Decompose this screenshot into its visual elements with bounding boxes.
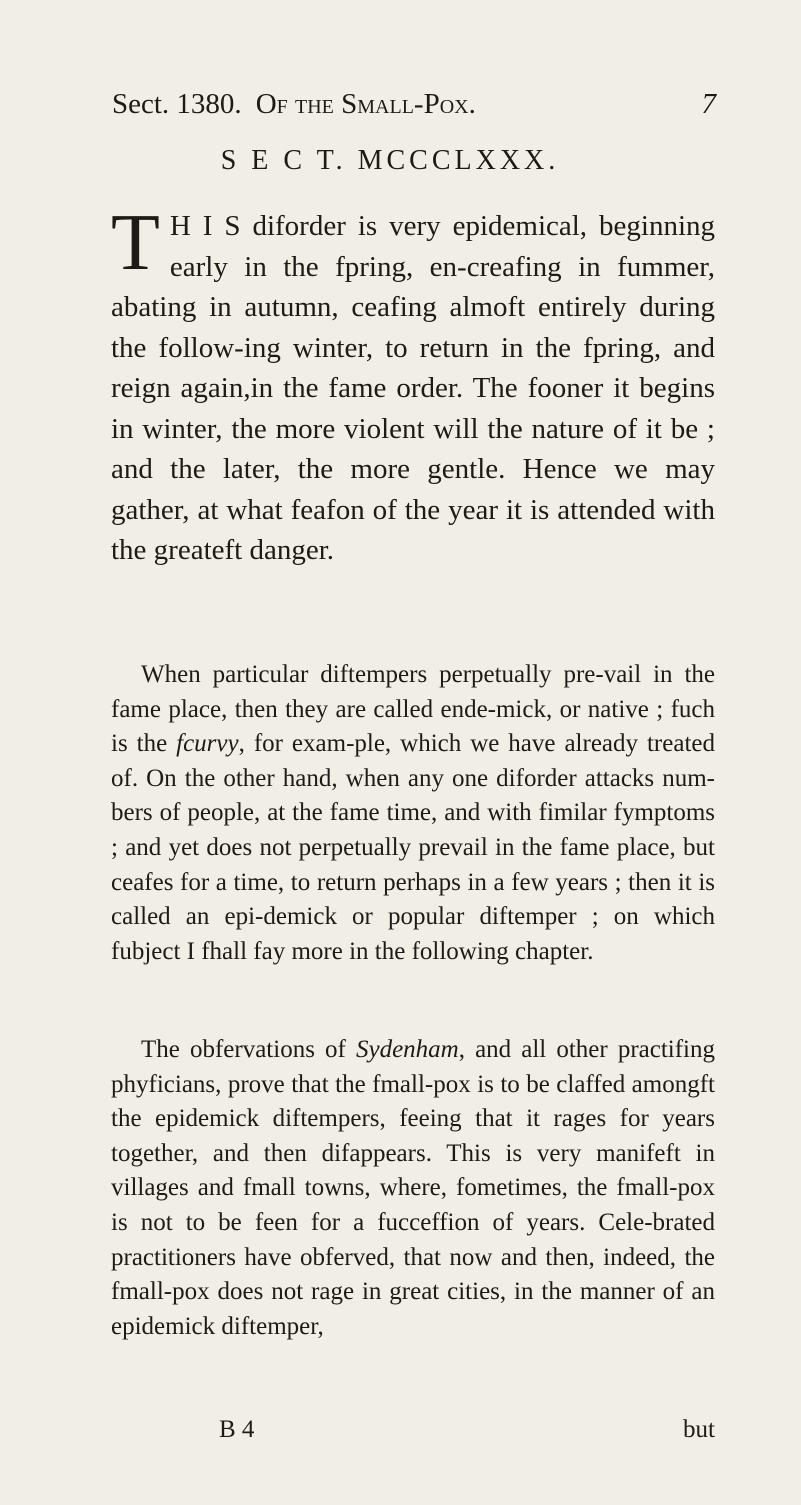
paragraph-3-emphasis: Sydenham xyxy=(355,1036,459,1063)
running-head xyxy=(112,88,716,121)
paragraph-2-text-a: When particular diftempers perpetually pre-vail in the fame place, then they are called ende-mick, or native ; fuch is the xyxy=(111,661,715,758)
chapter-title: Of the Small-Pox. xyxy=(255,88,476,120)
paragraph-3 xyxy=(111,1033,715,1344)
section-reference: Sect. 1380. xyxy=(112,88,242,120)
paragraph-1 xyxy=(111,199,715,571)
paragraph-2-emphasis: fcurvy xyxy=(176,730,239,758)
paragraph-2-text-b: , for exam-ple, which we have already treated of. On the other hand, when any one diforder attacks num-bers of people, at the fame time, and with fimilar fymptoms ; and yet does not perpetually prevail in the fame place, but ceafes for a time, to return perhaps in a few years ; then it is called an epi-demick or popular diftemper ; on which fubject I fhall fay more in the following chapter. xyxy=(111,730,715,965)
paragraph-3-text-b: , and all other practifing phyficians, prove that the fmall-pox is to be claffed amongft the epidemick diftempers, feeing that it rages for years together, and then difappears. This is very manifeft in villages and fmall towns, where, fometimes, the fmall-pox is not to be feen for a fucceffion of years. Cele-brated practitioners have obferved, that now and then, indeed, the fmall-pox does not rage in great cities, in the manner of an epidemick diftemper, xyxy=(111,1036,716,1340)
page-number: 7 xyxy=(701,88,716,120)
paragraph-2 xyxy=(111,658,715,969)
section-title: S E C T. MCCCLXXX. xyxy=(220,145,560,176)
drop-cap: T xyxy=(111,199,160,287)
signature-mark: B 4 xyxy=(219,1416,255,1443)
paragraph-1-text: H I S diforder is very epidemical, beginning early in the fpring, en-creafing in fummer, abating in autumn, ceafing almoft entirely during the follow-ing winter, to return in the fpring, and reign again,in the fame order. The fooner it begins in winter, the more violent will the nature of it be ; and the later, the more gentle. Hence we may gather, at what feafon of the year it is attended with the greateft danger. xyxy=(111,210,715,566)
catchword: but xyxy=(683,1416,715,1443)
paragraph-3-text-a: The obfervations of xyxy=(141,1036,356,1063)
